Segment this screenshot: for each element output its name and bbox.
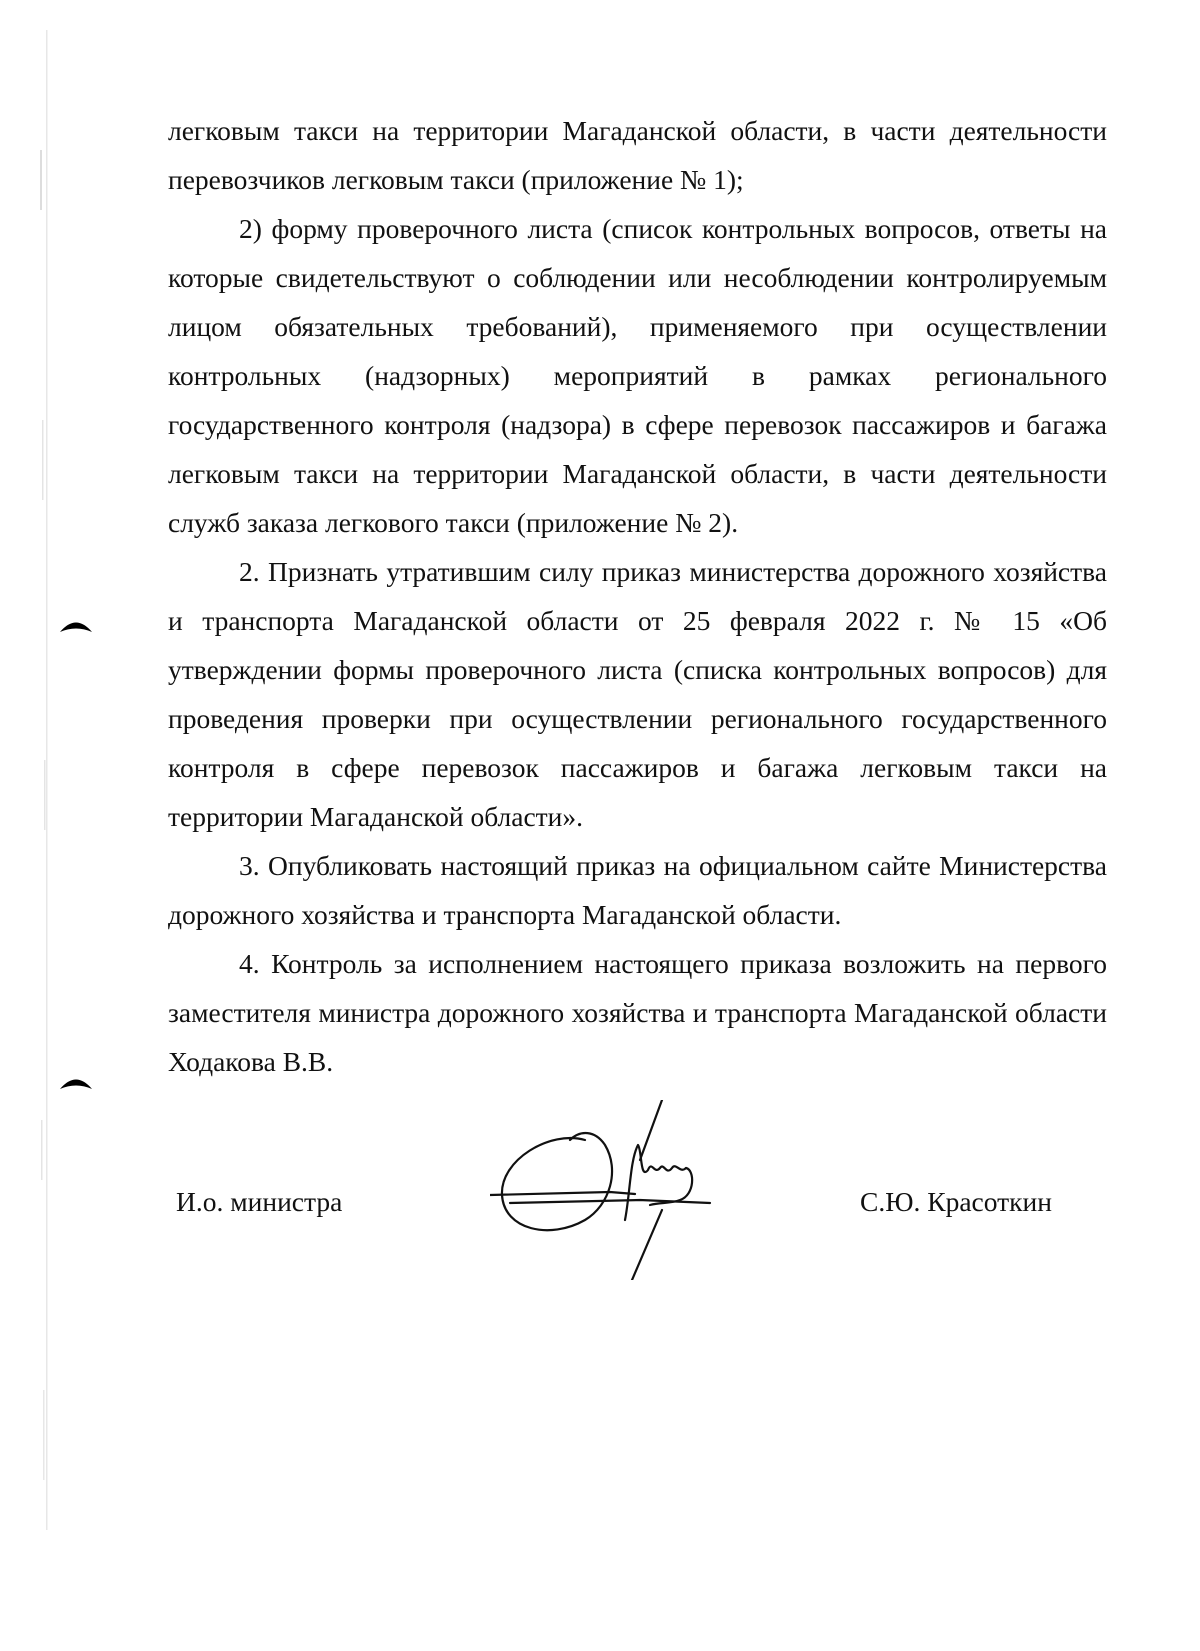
document-body [168,106,1107,1086]
signatory-role: И.о. министра [176,1186,343,1217]
paragraph-point-3: 3. Опубликовать настоящий приказ на официальном сайте Министерства дорожного хозяйства и транспорта Магаданской области. [168,850,1107,930]
punch-hole-top [58,617,94,633]
punch-hole-bottom [58,1074,94,1090]
binding-marks [0,0,110,1651]
signatory-name: С.Ю. Красоткин [860,1186,1052,1217]
paragraph-item-2: 2) форму проверочного листа (список контрольных вопросов, ответы на которые свидетельствуют о соблюдении или несоблюдении контролируемым лицом обязательных требований), применяемого при осуществлении контрольных (надзорных) мероприятий в рамках регионального государственного контроля (надзора) в сфере перевозок пассажиров и багажа легковым такси на территории Магаданской области, в части деятельности служб заказа легкового такси (приложение № 2). [168,213,1107,538]
paragraph-point-4: 4. Контроль за исполнением настоящего приказа возложить на первого заместителя министра дорожного хозяйства и транспорта Магаданской области Ходакова В.В. [168,948,1107,1077]
handwritten-signature [490,1100,740,1280]
paragraph-continuation: легковым такси на территории Магаданской области, в части деятельности перевозчиков легковым такси (приложение № 1); [168,115,1107,195]
paragraph-point-2: 2. Признать утратившим силу приказ министерства дорожного хозяйства и транспорта Магаданской области от 25 февраля 2022 г. № 15 «Об утверждении формы проверочного листа (списка контрольных вопросов) для проведения проверки при осуществлении регионального государственного контроля в сфере перевозок пассажиров и багажа легковым такси на территории Магаданской области». [168,556,1107,832]
